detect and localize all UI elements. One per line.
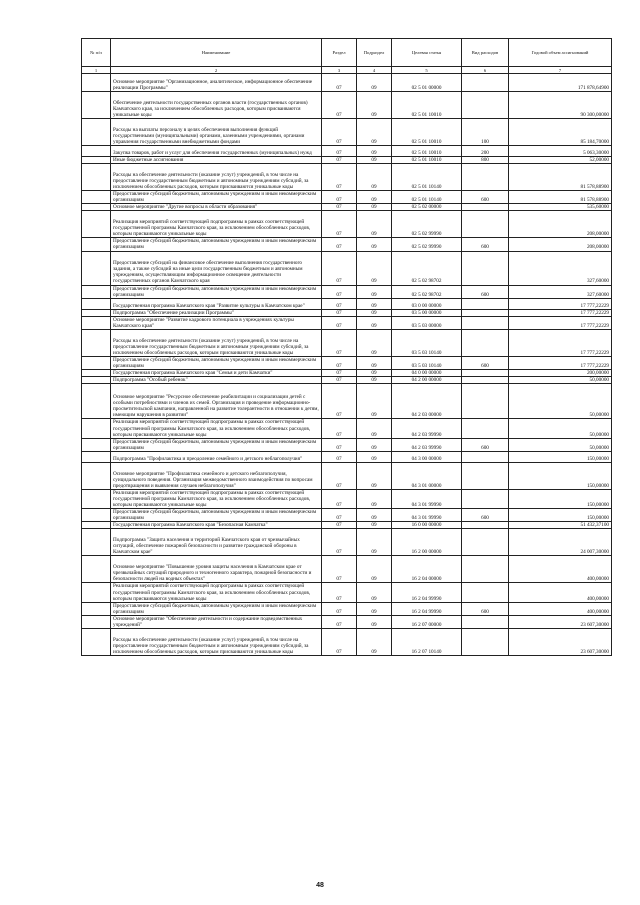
cell-target-article: 03 0 00 00000	[392, 298, 462, 309]
cell-section: 07	[322, 74, 357, 92]
table-row	[82, 285, 612, 298]
cell-expense-type	[462, 211, 509, 238]
header-subsection: Подраздел	[357, 39, 392, 67]
table-row	[82, 377, 612, 384]
cell-expense-type: 600	[462, 285, 509, 298]
cell-section: 07	[322, 583, 357, 602]
cell-expense-type	[462, 451, 509, 462]
cell-subsection: 09	[357, 462, 392, 489]
cell-expense-type	[462, 522, 509, 529]
cell-expense-type: 600	[462, 438, 509, 451]
cell-target-article: 04 3 01 99990	[392, 509, 462, 522]
cell-amount: 208,00000	[509, 238, 612, 251]
cell-section: 07	[322, 330, 357, 357]
cell-name: Основное мероприятие "Ресурсное обеспечение реабилитации и социализации детей с особыми потребностями и членов их семей. Организация и проведение информационно-просветительской кампании, направленной на развитие толерантности в отношении к детям, имеющим нарушения в развитии"	[111, 384, 322, 419]
cell-target-article: 04 2 03 00000	[392, 384, 462, 419]
cell-subsection: 09	[357, 583, 392, 602]
table-row	[82, 251, 612, 285]
cell-section: 07	[322, 238, 357, 251]
cell-expense-type: 600	[462, 238, 509, 251]
cell-expense-type	[462, 462, 509, 489]
cell-name: Реализация мероприятий соответствующей подпрограммы в рамках соответствующей государственной программы Камчатского края, за исключением обособленных расходов, которым присваиваются уникальные коды	[111, 419, 322, 438]
table-row	[82, 602, 612, 615]
cell-name: Подпрограмма "Профилактика и преодоление семейного и детского неблагополучия"	[111, 451, 322, 462]
cell-target-article: 16 2 04 99990	[392, 602, 462, 615]
cell-name: Реализация мероприятий соответствующей подпрограммы в рамках соответствующей государственной программы Камчатского края, за исключением обособленных расходов, которым присваиваются уникальные коды	[111, 583, 322, 602]
cell-target-article: 02 5 01 10010	[392, 92, 462, 119]
cell-name: Реализация мероприятий соответствующей подпрограммы в рамках соответствующей государственной программы Камчатского края, за исключением обособленных расходов, которым присваиваются уникальные коды	[111, 489, 322, 508]
cell-name: Расходы на обеспечение деятельности (оказание услуг) учреждений, в том числе на предоставление государственным бюджетным и автономным учреждениям субсидий, за исключением обособленных расходов, которым присваиваются уникальные коды	[111, 164, 322, 191]
table-row	[82, 370, 612, 377]
cell-subsection: 09	[357, 191, 392, 204]
table-row	[82, 146, 612, 157]
cell-amount: 208,00000	[509, 211, 612, 238]
table-row	[82, 238, 612, 251]
cell-amount: 17 777,22229	[509, 309, 612, 316]
cell-amount: 535,60000	[509, 204, 612, 211]
cell-index	[82, 238, 111, 251]
table-row	[82, 629, 612, 656]
cell-subsection: 09	[357, 316, 392, 329]
cell-index	[82, 316, 111, 329]
cell-section: 07	[322, 529, 357, 556]
cell-subsection: 09	[357, 164, 392, 191]
cell-target-article: 04 3 01 99990	[392, 489, 462, 508]
cell-section: 07	[322, 370, 357, 377]
cell-expense-type: 600	[462, 509, 509, 522]
cell-amount: 52,00000	[509, 157, 612, 164]
cell-index	[82, 119, 111, 146]
cell-section: 07	[322, 164, 357, 191]
cell-subsection: 09	[357, 489, 392, 508]
cell-amount: 85 184,70000	[509, 119, 612, 146]
cell-subsection: 09	[357, 419, 392, 438]
cell-amount: 17 777,22229	[509, 357, 612, 370]
cell-subsection: 09	[357, 92, 392, 119]
cell-target-article: 16 2 00 00000	[392, 529, 462, 556]
cell-index	[82, 164, 111, 191]
cell-amount: 90 300,00000	[509, 92, 612, 119]
cell-target-article: 04 2 03 99990	[392, 419, 462, 438]
table-row	[82, 204, 612, 211]
cell-section: 07	[322, 316, 357, 329]
cell-subsection: 09	[357, 529, 392, 556]
cell-amount: 23 607,30000	[509, 615, 612, 628]
cell-index	[82, 629, 111, 656]
cell-amount: 5 063,30000	[509, 146, 612, 157]
cell-amount: 150,00000	[509, 451, 612, 462]
cell-target-article: 02 5 01 10010	[392, 119, 462, 146]
cell-target-article: 04 2 00 00000	[392, 377, 462, 384]
cell-amount: 400,00000	[509, 556, 612, 583]
cell-target-article: 02 5 01 10010	[392, 146, 462, 157]
cell-subsection: 09	[357, 285, 392, 298]
cell-name: Расходы на обеспечение деятельности (оказание услуг) учреждений, в том числе на предоставление государственным бюджетным и автономным учреждениям субсидий, за исключением обособленных расходов, которым присваиваются уникальные коды	[111, 629, 322, 656]
cell-index	[82, 602, 111, 615]
cell-amount: 17 777,22229	[509, 316, 612, 329]
cell-amount: 51 432,37100	[509, 522, 612, 529]
cell-subsection: 09	[357, 204, 392, 211]
cell-target-article: 16 2 04 99990	[392, 583, 462, 602]
cell-section: 07	[322, 309, 357, 316]
cell-target-article: 04 2 03 99990	[392, 438, 462, 451]
cell-index	[82, 489, 111, 508]
cell-name: Подпрограмма "Защита населения и территорий Камчатского края от чрезвычайных ситуаций, обеспечение пожарной безопасности и развитие гражданской обороны в Камчатском крае"	[111, 529, 322, 556]
cell-section: 07	[322, 384, 357, 419]
column-number: 7	[509, 67, 612, 74]
cell-expense-type	[462, 316, 509, 329]
cell-target-article: 02 5 01 10140	[392, 164, 462, 191]
cell-index	[82, 157, 111, 164]
cell-target-article: 04 0 00 00000	[392, 370, 462, 377]
column-number: 1	[82, 67, 111, 74]
cell-expense-type: 600	[462, 357, 509, 370]
cell-subsection: 09	[357, 615, 392, 628]
table-row	[82, 556, 612, 583]
cell-expense-type	[462, 489, 509, 508]
cell-section: 07	[322, 191, 357, 204]
cell-section: 07	[322, 419, 357, 438]
cell-target-article: 02 5 01 00000	[392, 74, 462, 92]
cell-target-article: 02 5 02 00000	[392, 204, 462, 211]
cell-amount: 400,00000	[509, 583, 612, 602]
cell-subsection: 09	[357, 211, 392, 238]
cell-expense-type	[462, 204, 509, 211]
cell-subsection: 09	[357, 438, 392, 451]
cell-name: Основное мероприятие "Развитие кадрового потенциала в учреждениях культуры Камчатского края"	[111, 316, 322, 329]
cell-name: Основное мероприятие "Другие вопросы в области образования"	[111, 204, 322, 211]
cell-section: 07	[322, 556, 357, 583]
cell-index	[82, 309, 111, 316]
column-number: 6	[462, 67, 509, 74]
cell-name: Реализация мероприятий соответствующей подпрограммы в рамках соответствующей государственной программы Камчатского края, за исключением обособленных расходов, которым присваиваются уникальные коды	[111, 211, 322, 238]
cell-amount: 150,00000	[509, 489, 612, 508]
cell-expense-type: 600	[462, 602, 509, 615]
table-row	[82, 309, 612, 316]
cell-section: 07	[322, 157, 357, 164]
cell-index	[82, 462, 111, 489]
cell-subsection: 09	[357, 384, 392, 419]
cell-subsection: 09	[357, 602, 392, 615]
cell-target-article: 03 5 03 00000	[392, 316, 462, 329]
cell-expense-type: 200	[462, 146, 509, 157]
cell-index	[82, 615, 111, 628]
cell-section: 07	[322, 92, 357, 119]
cell-subsection: 09	[357, 330, 392, 357]
cell-expense-type	[462, 309, 509, 316]
cell-expense-type	[462, 92, 509, 119]
page-number: 48	[316, 882, 324, 889]
cell-expense-type: 100	[462, 119, 509, 146]
cell-amount: 24 007,30000	[509, 529, 612, 556]
cell-name: Подпрограмма "Особый ребенок"	[111, 377, 322, 384]
cell-amount: 50,00000	[509, 419, 612, 438]
cell-index	[82, 191, 111, 204]
cell-expense-type	[462, 384, 509, 419]
cell-index	[82, 529, 111, 556]
table-row	[82, 330, 612, 357]
cell-subsection: 09	[357, 238, 392, 251]
cell-target-article: 02 5 02 98702	[392, 285, 462, 298]
cell-name: Предоставление субсидий на финансовое обеспечение выполнения государственного задания, а также субсидий на иные цели государственным бюджетным и автономным учреждениям, осуществляющим информационное освещение деятельности государственных органов Камчатского края	[111, 251, 322, 285]
cell-name: Основное мероприятие "Повышение уровня защиты населения в Камчатском крае от чрезвычайных ситуаций природного и техногенного характера, пожарной безопасности и безопасности людей на водных объектах"	[111, 556, 322, 583]
cell-section: 07	[322, 438, 357, 451]
table-body	[82, 74, 612, 656]
cell-name: Предоставление субсидий бюджетным, автономным учреждениям и иным некоммерческим организациям	[111, 191, 322, 204]
cell-index	[82, 92, 111, 119]
cell-section: 07	[322, 146, 357, 157]
cell-amount: 50,00000	[509, 377, 612, 384]
table-row	[82, 451, 612, 462]
cell-subsection: 09	[357, 298, 392, 309]
budget-table-sheet	[81, 38, 611, 656]
cell-section: 07	[322, 602, 357, 615]
cell-name: Подпрограмма "Обеспечение реализации Программы"	[111, 309, 322, 316]
table-row	[82, 164, 612, 191]
cell-index	[82, 204, 111, 211]
table-row	[82, 419, 612, 438]
column-number: 4	[357, 67, 392, 74]
cell-section: 07	[322, 509, 357, 522]
cell-amount: 17 777,22229	[509, 298, 612, 309]
cell-index	[82, 146, 111, 157]
budget-table	[81, 38, 612, 656]
table-row	[82, 438, 612, 451]
table-row	[82, 298, 612, 309]
table-row	[82, 191, 612, 204]
cell-amount: 17 777,22229	[509, 330, 612, 357]
cell-amount: 50,00000	[509, 384, 612, 419]
cell-amount: 23 607,30000	[509, 629, 612, 656]
cell-amount: 200,00000	[509, 370, 612, 377]
cell-target-article: 16 2 04 00000	[392, 556, 462, 583]
cell-subsection: 09	[357, 251, 392, 285]
cell-name: Предоставление субсидий бюджетным, автономным учреждениям и иным некоммерческим организациям	[111, 602, 322, 615]
cell-index	[82, 251, 111, 285]
cell-index	[82, 330, 111, 357]
cell-amount: 81 578,88900	[509, 191, 612, 204]
cell-subsection: 09	[357, 119, 392, 146]
cell-section: 07	[322, 377, 357, 384]
cell-index	[82, 556, 111, 583]
cell-subsection: 09	[357, 357, 392, 370]
cell-expense-type	[462, 377, 509, 384]
header-annual-amount: Годовой объем ассигнований	[509, 39, 612, 67]
cell-section: 07	[322, 451, 357, 462]
table-row	[82, 489, 612, 508]
cell-target-article: 04 3 01 00000	[392, 462, 462, 489]
table-row	[82, 522, 612, 529]
table-row	[82, 384, 612, 419]
cell-subsection: 09	[357, 146, 392, 157]
cell-name: Закупка товаров, работ и услуг для обеспечения государственных (муниципальных) нужд	[111, 146, 322, 157]
cell-section: 07	[322, 522, 357, 529]
table-row	[82, 92, 612, 119]
cell-index	[82, 211, 111, 238]
cell-subsection: 09	[357, 522, 392, 529]
cell-index	[82, 451, 111, 462]
cell-index	[82, 370, 111, 377]
cell-index	[82, 438, 111, 451]
cell-section: 07	[322, 357, 357, 370]
cell-index	[82, 298, 111, 309]
cell-subsection: 09	[357, 74, 392, 92]
header-target-article: Целевая статья	[392, 39, 462, 67]
cell-expense-type	[462, 583, 509, 602]
cell-subsection: 09	[357, 377, 392, 384]
table-row	[82, 119, 612, 146]
cell-subsection: 09	[357, 157, 392, 164]
cell-section: 07	[322, 629, 357, 656]
cell-index	[82, 522, 111, 529]
cell-section: 07	[322, 489, 357, 508]
cell-expense-type	[462, 629, 509, 656]
column-number: 3	[322, 67, 357, 74]
cell-expense-type	[462, 251, 509, 285]
header-index: № п/п	[82, 39, 111, 67]
cell-section: 07	[322, 204, 357, 211]
cell-subsection: 09	[357, 309, 392, 316]
cell-index	[82, 419, 111, 438]
cell-amount: 327,60000	[509, 251, 612, 285]
header-section: Раздел	[322, 39, 357, 67]
cell-name: Предоставление субсидий бюджетным, автономным учреждениям и иным некоммерческим организациям	[111, 509, 322, 522]
cell-name: Основное мероприятие "Обеспечение деятельности и содержание подведомственных учреждений"	[111, 615, 322, 628]
cell-target-article: 03 5 00 00000	[392, 309, 462, 316]
table-header-row	[82, 39, 612, 67]
table-row	[82, 357, 612, 370]
column-number: 5	[392, 67, 462, 74]
cell-section: 07	[322, 462, 357, 489]
table-row	[82, 462, 612, 489]
cell-subsection: 09	[357, 556, 392, 583]
cell-name: Расходы на выплаты персоналу в целях обеспечения выполнения функций государственными (муниципальными) органами, казенными учреждениями, органами управления государственными внебюджетными фондами	[111, 119, 322, 146]
cell-target-article: 02 5 02 99990	[392, 238, 462, 251]
cell-index	[82, 357, 111, 370]
cell-name: Предоставление субсидий бюджетным, автономным учреждениям и иным некоммерческим организациям	[111, 357, 322, 370]
cell-target-article: 02 5 01 10010	[392, 157, 462, 164]
cell-name: Предоставление субсидий бюджетным, автономным учреждениям и иным некоммерческим организациям	[111, 285, 322, 298]
cell-index	[82, 377, 111, 384]
cell-index	[82, 509, 111, 522]
cell-index	[82, 74, 111, 92]
cell-expense-type	[462, 330, 509, 357]
cell-amount: 81 578,88900	[509, 164, 612, 191]
header-expense-type: Вид расходов	[462, 39, 509, 67]
cell-section: 07	[322, 251, 357, 285]
cell-section: 07	[322, 615, 357, 628]
cell-target-article: 03 5 03 10140	[392, 357, 462, 370]
table-row	[82, 157, 612, 164]
cell-name: Предоставление субсидий бюджетным, автономным учреждениям и иным некоммерческим организациям	[111, 238, 322, 251]
cell-subsection: 09	[357, 629, 392, 656]
cell-expense-type	[462, 164, 509, 191]
table-row	[82, 509, 612, 522]
cell-target-article: 04 3 00 00000	[392, 451, 462, 462]
cell-name: Основное мероприятие "Организационное, аналитическое, информационное обеспечение реализации Программы"	[111, 74, 322, 92]
table-row	[82, 583, 612, 602]
cell-amount: 150,00000	[509, 462, 612, 489]
cell-expense-type	[462, 298, 509, 309]
table-row	[82, 529, 612, 556]
cell-section: 07	[322, 119, 357, 146]
cell-expense-type	[462, 556, 509, 583]
cell-amount: 150,00000	[509, 509, 612, 522]
cell-name: Государственная программа Камчатского края "Развитие культуры в Камчатском крае"	[111, 298, 322, 309]
cell-expense-type	[462, 74, 509, 92]
cell-amount: 50,00000	[509, 438, 612, 451]
cell-target-article: 16 2 07 00000	[392, 615, 462, 628]
cell-amount: 400,00000	[509, 602, 612, 615]
cell-expense-type	[462, 419, 509, 438]
header-name: Наименование	[111, 39, 322, 67]
table-row	[82, 615, 612, 628]
cell-section: 07	[322, 298, 357, 309]
column-number-row	[82, 67, 612, 74]
cell-index	[82, 285, 111, 298]
cell-subsection: 09	[357, 451, 392, 462]
cell-index	[82, 583, 111, 602]
cell-name: Основное мероприятие "Профилактика семейного и детского неблагополучия, суицидального поведения. Организация межведомственного взаимодействия по вопросам предотвращения и выявления случаев неблагополучия"	[111, 462, 322, 489]
table-row	[82, 74, 612, 92]
cell-expense-type	[462, 615, 509, 628]
cell-expense-type	[462, 370, 509, 377]
cell-amount: 327,60000	[509, 285, 612, 298]
table-row	[82, 211, 612, 238]
cell-expense-type: 600	[462, 191, 509, 204]
cell-name: Предоставление субсидий бюджетным, автономным учреждениям и иным некоммерческим организациям	[111, 438, 322, 451]
cell-expense-type	[462, 529, 509, 556]
cell-amount: 171 878,64900	[509, 74, 612, 92]
column-number: 2	[111, 67, 322, 74]
cell-name: Иные бюджетные ассигнования	[111, 157, 322, 164]
cell-target-article: 16 2 07 10140	[392, 629, 462, 656]
cell-name: Обеспечение деятельности государственных органов власти (государственных органов) Камчатского края, за исключением обособленных расходов, которым присваиваются уникальные коды	[111, 92, 322, 119]
cell-subsection: 09	[357, 509, 392, 522]
cell-target-article: 16 0 00 00000	[392, 522, 462, 529]
cell-target-article: 02 5 02 99990	[392, 211, 462, 238]
table-row	[82, 316, 612, 329]
cell-name: Государственная программа Камчатского края "Безопасная Камчатка"	[111, 522, 322, 529]
cell-section: 07	[322, 211, 357, 238]
cell-subsection: 09	[357, 370, 392, 377]
cell-name: Государственная программа Камчатского края "Семья и дети Камчатки"	[111, 370, 322, 377]
cell-target-article: 03 5 03 10140	[392, 330, 462, 357]
cell-section: 07	[322, 285, 357, 298]
cell-target-article: 02 5 01 10140	[392, 191, 462, 204]
cell-name: Расходы на обеспечение деятельности (оказание услуг) учреждений, в том числе на предоставление государственным бюджетным и автономным учреждениям субсидий, за исключением обособленных расходов, которым присваиваются уникальные коды	[111, 330, 322, 357]
cell-expense-type: 800	[462, 157, 509, 164]
cell-index	[82, 384, 111, 419]
cell-target-article: 02 5 02 98702	[392, 251, 462, 285]
